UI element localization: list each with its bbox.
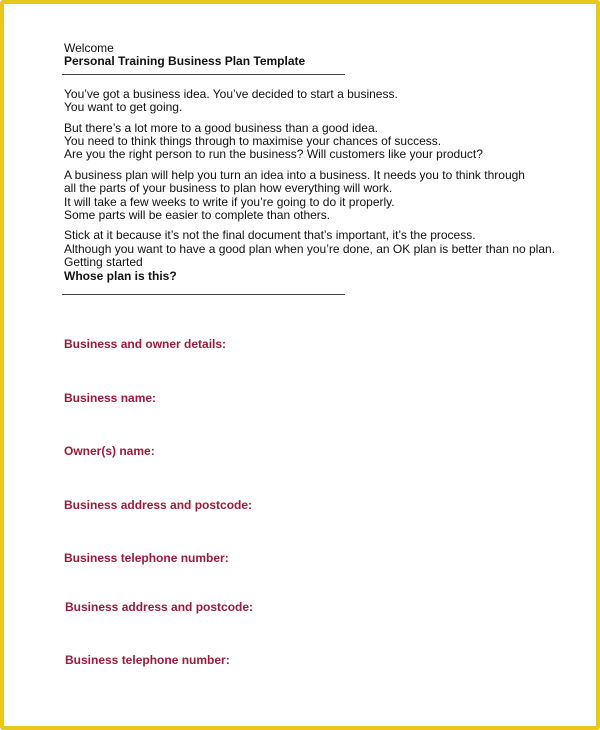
field-label-business-name: Business name: — [64, 391, 157, 405]
paragraph-intro — [64, 88, 564, 115]
paragraph-business-plan — [64, 169, 564, 223]
paragraph-line: A business plan will help you turn an idea into a business. It needs you to think through — [64, 167, 525, 182]
paragraph-stick-at-it — [64, 229, 564, 269]
field-label-business-owner-details: Business and owner details: — [64, 337, 227, 351]
paragraph-line: Stick at it because it’s not the final document that’s important, it’s the process. — [64, 228, 476, 243]
paragraph-line: You’ve got a business idea. You’ve decided to start a business. — [64, 86, 398, 101]
paragraph-line: all the parts of your business to plan how everything will work. — [64, 181, 393, 196]
field-label-business-telephone-2: Business telephone number: — [65, 653, 230, 667]
title-divider — [62, 74, 345, 75]
field-label-owner-name: Owner(s) name: — [64, 444, 155, 458]
field-label-business-address-2: Business address and postcode: — [65, 600, 254, 614]
paragraph-line: But there’s a lot more to a good business than a good idea. — [64, 120, 378, 135]
field-label-business-telephone: Business telephone number: — [64, 551, 229, 565]
paragraph-line: You need to think things through to maximise your chances of success. — [64, 134, 442, 149]
field-label-business-address: Business address and postcode: — [64, 498, 253, 512]
welcome-text: Welcome — [64, 41, 114, 55]
section-divider — [62, 294, 345, 295]
paragraph-line: Are you the right person to run the business? Will customers like your product? — [64, 147, 483, 162]
paragraph-line: You want to get going. — [64, 100, 183, 115]
paragraph-line: It will take a few weeks to write if you’re going to do it properly. — [64, 194, 395, 209]
paragraph-line: Although you want to have a good plan when you’re done, an OK plan is better than no plan. — [64, 241, 556, 256]
paragraph-good-idea — [64, 122, 564, 162]
section-heading: Whose plan is this? — [64, 268, 177, 283]
paragraph-line: Some parts will be easier to complete than others. — [64, 208, 331, 223]
document-title: Personal Training Business Plan Template — [64, 54, 306, 69]
document-body — [64, 42, 564, 295]
paragraph-line: Getting started — [64, 255, 143, 270]
